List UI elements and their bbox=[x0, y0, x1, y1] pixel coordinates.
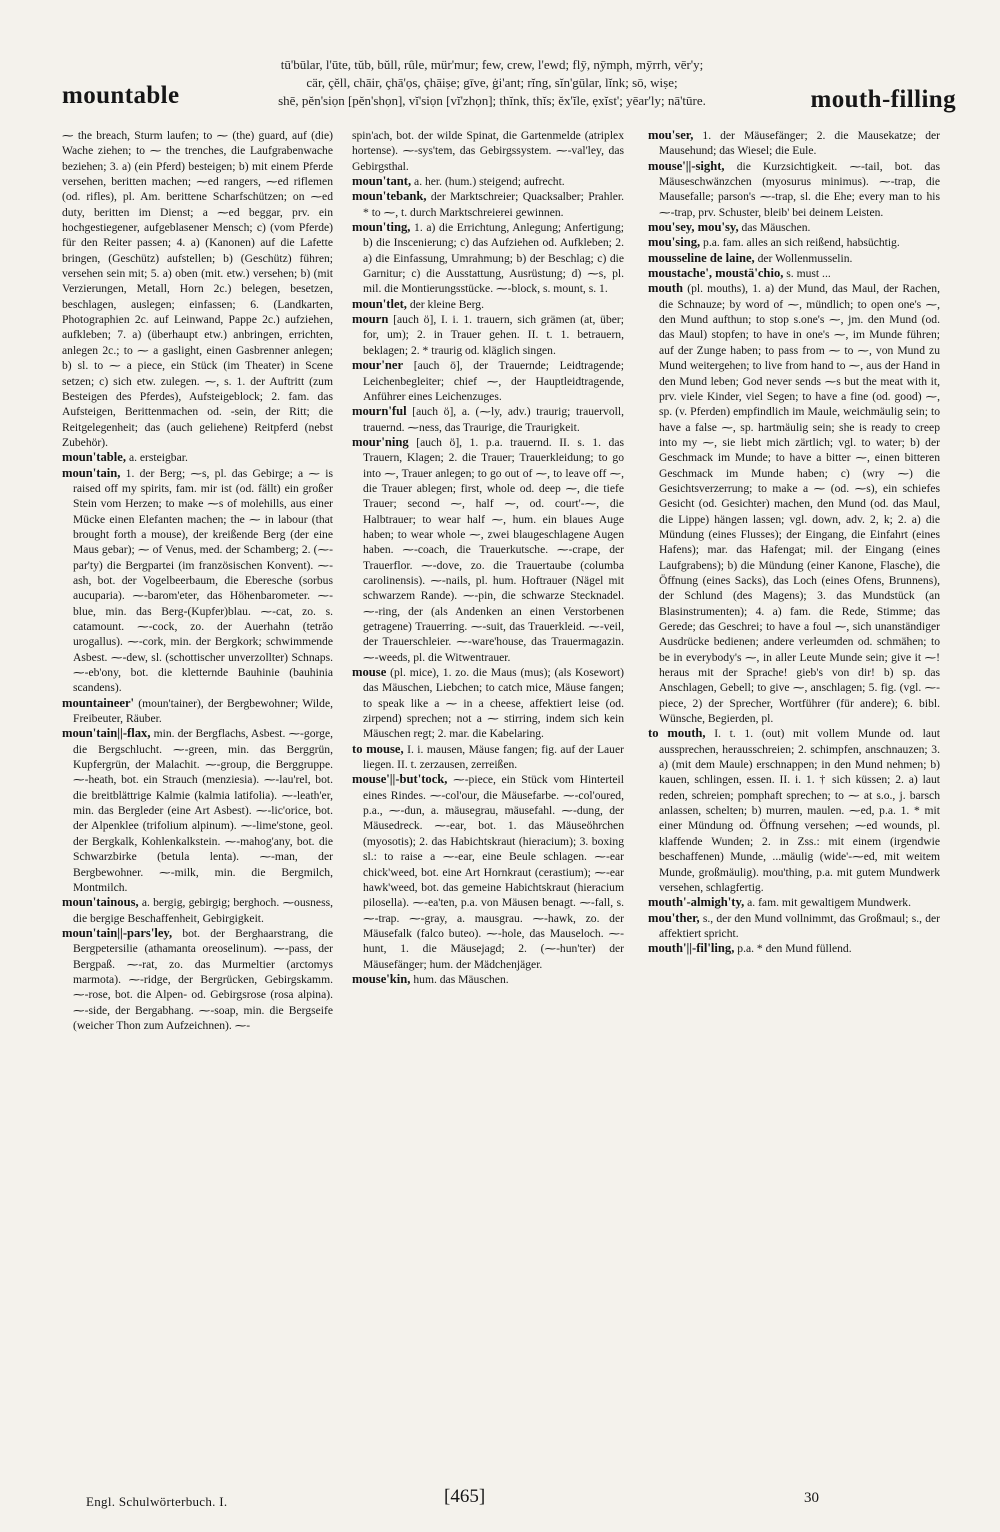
pronunciation-key bbox=[212, 56, 772, 110]
entry-text: ⁓-piece, ein Stück vom Hinterteil eines Rindes. ⁓-col'our, die Mäusefarbe. ⁓-col'oured, p.a., ⁓-dun, a. mäusegrau, mäusefahl. ⁓-dung, der Mäusedreck. ⁓-ear, bot. 1. das Mäuseöhrchen (myosotis); 2. das Habichtskraut (hieracium); 3. boxing sl.: to raise a ⁓-ear, eine Beule schlagen. ⁓-ear chick'weed, bot. eine Art Hornkraut (cerastium); ⁓-ear hawk'weed, bot. das gemeine Habichtskraut (hieracium pilosella). ⁓-ea'ten, p.a. von Mäusen benagt. ⁓-fall, s. ⁓-trap. ⁓-gray, a. mausgrau. ⁓-hawk, zo. der Mäusefalk (falco buteo). ⁓-hole, das Mauseloch. ⁓-hunt, 1. die Mäusejagd; 2. (⁓-hun'ter) der Mäusefänger; hum. der Mädchenjäger. bbox=[363, 773, 624, 971]
signature-mark: 30 bbox=[804, 1490, 819, 1506]
dictionary-entry bbox=[62, 726, 333, 895]
entry-text: a. ersteigbar. bbox=[128, 451, 188, 465]
dictionary-entry bbox=[648, 128, 940, 159]
dictionary-entry bbox=[352, 742, 624, 773]
entry-headword: mourn'ful bbox=[352, 404, 407, 419]
left-running-head: mountable bbox=[62, 82, 180, 109]
page-number: [465] bbox=[444, 1486, 486, 1507]
dictionary-entry bbox=[352, 404, 624, 435]
dictionary-entry bbox=[648, 726, 940, 895]
entry-headword: mouse'kin, bbox=[352, 971, 411, 986]
entry-text: der Wollenmusselin. bbox=[757, 251, 853, 265]
entry-headword: moun'tlet, bbox=[352, 296, 407, 311]
entry-text: [auch ö], der Trauernde; Leidtragende; Leichenbegleiter; chief ⁓, der Hauptleidtragende, Anführer eines Leichenzuges. bbox=[363, 359, 624, 403]
dictionary-entry bbox=[648, 281, 940, 726]
dictionary-entry bbox=[352, 772, 624, 971]
dictionary-entry bbox=[352, 174, 624, 189]
entry-text: s. must ... bbox=[786, 267, 831, 281]
dictionary-entry bbox=[648, 911, 940, 942]
dictionary-entry bbox=[648, 941, 940, 956]
dictionary-entry bbox=[62, 450, 333, 465]
entry-text: die Kurzsichtigkeit. ⁓-tail, bot. das Mäuseschwänzchen (myosurus minimus). ⁓-trap, die Mausefalle; parson's ⁓-trap, sl. die Ehe; every man to his ⁓-trap, prv. Schuster, bleib' bei deinem Leisten. bbox=[659, 159, 940, 219]
entry-text: a. bergig, gebirgig; berghoch. ⁓ousness, die bergige Beschaffenheit, Gebirgigkeit. bbox=[73, 896, 333, 925]
footer-book-title: Engl. Schulwörterbuch. I. bbox=[86, 1494, 228, 1509]
entry-text: bot. der Berghaarstrang, die Bergpetersilie (athamanta oreoselinum). ⁓-pass, der Bergpaß. ⁓-rat, zo. das Murmeltier (arctomys marmota). ⁓-ridge, der Bergrücken, Gebirgskamm. ⁓-rose, bot. die Alpen- od. Gebirgsrose (rosa alpina). ⁓-side, der Bergabhang. ⁓-soap, min. die Bergseife (weicher Thon zum Aufzeichnen). ⁓- bbox=[73, 926, 333, 1032]
entry-headword: mouth'||-fil'ling, bbox=[648, 941, 735, 956]
entry-text: [auch ö], I. i. 1. trauern, sich grämen (at, über; for, um); 2. in Trauer gehen. II. t. 1. betrauern, beklagen; 2. * traurig od. kläglich singen. bbox=[363, 313, 624, 357]
entry-headword: moun'tant, bbox=[352, 174, 412, 189]
entry-text: hum. das Mäuschen. bbox=[413, 972, 509, 986]
continued-entry bbox=[62, 128, 333, 450]
dictionary-entry bbox=[648, 159, 940, 220]
entry-headword: to mouth, bbox=[648, 726, 706, 741]
entry-text: I. i. mausen, Mäuse fangen; fig. auf der Lauer liegen. II. t. zerzausen, zerreißen. bbox=[363, 742, 624, 772]
dictionary-column-left bbox=[62, 128, 333, 1482]
entry-text: 1. a) die Errichtung, Anlegung; Anfertigung; b) die Inscenierung; c) das Aufziehen od. Aufkleben; 2. a) die Einfassung, Umrahmung; b) der Beschlag; c) die Garnitur; c) die Ausstattung, Ausrüstung; d) ⁓s, pl. mil. die Montierungsstücke. ⁓-block, s. mount, s. 1. bbox=[363, 221, 624, 296]
entry-text: spin'ach, bot. der wilde Spinat, die Gartenmelde (atriplex hortense). ⁓-sys'tem, das Gebirgssystem. ⁓-val'ley, das Gebirgsthal. bbox=[352, 129, 624, 173]
dictionary-entry bbox=[62, 926, 333, 1033]
entry-headword: mouse'||-sight, bbox=[648, 158, 725, 173]
entry-text: der Marktschreier; Quacksalber; Prahler. * to ⁓, t. durch Marktschreierei gewinnen. bbox=[363, 190, 624, 219]
dictionary-entry bbox=[648, 220, 940, 235]
right-running-head: mouth-filling bbox=[810, 86, 956, 113]
entry-headword: mourn bbox=[352, 312, 389, 327]
dictionary-column-right bbox=[648, 128, 940, 1482]
entry-text: p.a. * den Mund füllend. bbox=[737, 942, 852, 956]
dictionary-column-middle bbox=[352, 128, 624, 1482]
entry-headword: moun'table, bbox=[62, 450, 127, 465]
dictionary-entry bbox=[352, 297, 624, 312]
dictionary-entry bbox=[352, 665, 624, 742]
entry-text: der kleine Berg. bbox=[409, 297, 484, 311]
dictionary-entry bbox=[648, 266, 940, 281]
entry-headword: mour'ner bbox=[352, 358, 404, 373]
entry-text: s., der den Mund vollnimmt, das Großmaul; s., der affektiert spricht. bbox=[659, 911, 940, 940]
entry-text: p.a. fam. alles an sich reißend, habsüchtig. bbox=[703, 236, 900, 250]
entry-headword: mou'sey, mou'sy, bbox=[648, 220, 739, 235]
entry-text: I. t. 1. (out) mit vollem Munde od. laut aussprechen, herausschreien; 2. schimpfen, anschnauzen; 3. a) (mit dem Maule) erschnappen; in den Mund nehmen; b) kauen, schlingen, essen. II. i. 1. † sich küssen; 2. a) laut reden, schreien; pomphaft sprechen; to ⁓ at s.o., j. barsch anlassen, schelten; b) murren, maulen. ⁓ed, p.a. 1. * mit einer Mündung od. Öffnung versehen; ⁓ed wounds, pl. klaffende Wunden; 2. in Zss.: mit einem (irgendwie beschaffenen) Munde, ...mäulig (wide'-⁓ed, mit weitem Munde, großmäulig). mou'thing, p.a. mit gutem Mundwerk versehen, schlagfertig. bbox=[659, 727, 940, 894]
entry-text: [auch ö], 1. p.a. trauernd. II. s. 1. das Trauern, Klagen; 2. die Trauer; Trauerkleidung; to go into ⁓, Trauer anlegen; to go out of ⁓, to leave off ⁓, die Trauer ablegen; first, whole od. deep ⁓, die tiefe Trauer; second ⁓, half ⁓, od. court'-⁓, die Halbtrauer; to wear half ⁓, hum. ein blaues Auge haben; to wear whole ⁓, zwei blaugeschlagene Augen haben. ⁓-coach, die Trauerkutsche. ⁓-crape, der Trauerflor. ⁓-dove, zo. die Trauertaube (columba carolinensis). ⁓-nails, pl. hum. Hoftrauer (Nägel mit schwarzem Rande). ⁓-pin, die schwarze Stecknadel. ⁓-ring, der (als Andenken an einen Verstorbenen getragene) Trauerring. ⁓-suit, das Trauerkleid. ⁓-veil, der Trauerschleier. ⁓-ware'house, das Trauermagazin. ⁓-weeds, pl. die Witwentrauer. bbox=[363, 435, 624, 664]
entry-headword: mou'sing, bbox=[648, 235, 701, 250]
dictionary-entry bbox=[352, 312, 624, 358]
entry-headword: mouth bbox=[648, 281, 683, 296]
entry-text: 1. der Mäusefänger; 2. die Mausekatze; der Mausehund; das Wiesel; die Eule. bbox=[659, 129, 940, 158]
entry-text: min. der Bergflachs, Asbest. ⁓-gorge, die Bergschlucht. ⁓-green, min. das Berggrün, Kupfergrün, der Malachit. ⁓-group, die Berggruppe. ⁓-heath, bot. ein Strauch (menziesia). ⁓-lau'rel, bot. die breitblättrige Kalmie (kalmia latifolia). ⁓-leath'er, min. das Bergleder (eine Art Asbest). ⁓-lic'orice, bot. der Alpenklee (trifolium alpinum). ⁓-lime'stone, geol. der Bergkalk, Kohlenkalkstein. ⁓-mahog'any, bot. die Schwarzbirke (betula lenta). ⁓-man, der Bergbewohner. ⁓-milk, min. die Bergmilch, Montmilch. bbox=[73, 727, 333, 894]
dictionary-entry bbox=[648, 895, 940, 910]
pronunciation-key-line: tū'būlar, l'ūte, tŭb, bŭll, rûle, mür'mur; few, crew, l'ewd; flȳ, nȳmph, mȳrrh, vēr'y; bbox=[280, 57, 704, 72]
entry-text: 1. der Berg; ⁓s, pl. das Gebirge; a ⁓ is raised off my spirits, fam. mir ist (od. fällt) ein großer Stein vom Herzen; to make ⁓s of molehills, aus einer Mücke einen Elefanten machen; the ⁓ in labour (that brought forth a mouse), der kreißende Berg (der eine Maus gebar); ⁓ of Venus, med. der Schamberg; 2. (⁓-par'ty) die Bergpartei (im französischen Konvent). ⁓-ash, bot. der Vogelbeerbaum, die Eberesche (sorbus aucuparia). ⁓-barom'eter, das Höhenbarometer. ⁓-blue, min. das Berg-(Kupfer)blau. ⁓-cat, zo. s. catamount. ⁓-cock, zo. der Auerhahn (tetrăo urogallus). ⁓-cork, min. der Bergkork; schwimmende Asbest. ⁓-dew, sl. (schottischer unverzollter) Schnaps. ⁓-eb'ony, bot. die kletternde Bauhinie (bauhinia scandens). bbox=[73, 466, 333, 695]
entry-text: [auch ö], a. (⁓ly, adv.) traurig; trauervoll, trauernd. ⁓ness, das Traurige, die Traurigkeit. bbox=[363, 405, 624, 434]
dictionary-entry bbox=[352, 220, 624, 297]
dictionary-entry bbox=[352, 189, 624, 220]
dictionary-entry bbox=[352, 435, 624, 665]
dictionary-entry bbox=[352, 358, 624, 404]
entry-text: (pl. mouths), 1. a) der Mund, das Maul, der Rachen, die Schnauze; by word of ⁓, mündlich; to open one's ⁓, den Mund aufthun; to stop s.one's ⁓, jm. den Mund (od. das Maul) stopfen; to have in one's ⁓, im Munde führen; auf der Zunge haben; to pass from ⁓ to ⁓, von Mund zu Mund weitergehen; to live from hand to ⁓, aus der Hand in den Mund leben; God never sends ⁓s but the meat with it, prv. viele Kinder, viel Segen; to have a fine (od. good) ⁓, sp. (v. Pferden) empfindlich im Maule, weichmäulig sein; to have a false ⁓, sp. hartmäulig sein; she is ready to creep into my ⁓, sie liebt mich zärtlich; vgl. to water; b) der Geschmack im Munde; to have a bitter ⁓, einen bitteren Geschmack im Munde haben; c) (wry ⁓) die Gesichtsverzerrung; to make a ⁓ (od. ⁓s), ein schiefes Gesicht (od. Gesichter) machen, den Mund (od. das Maul, die Lippe) hängen lassen; vgl. down, adv. 2, k; 2. a) die Mündung (eines Flusses); der Eingang, die Einfahrt (eines Hafens); mar. das Hafengat; mil. der Eingang (eines Laufgrabens); b) die Mündung (einer Kanone, Flasche), die Öffnung (eines Sacks), das Loch (eines Ofens, Brunnens), der Schlund (des Magens); 3. das Mundstück (an Blasinstrumenten); 4. a) fam. die Rede, Stimme; das Gerede; das Geschrei; to have a foul ⁓, sich unanständiger Ausdrücke bedienen; andere verleumden od. schmähen; to be in everybody's ⁓, in aller Leute Munde sein; give it ⁓! heraus mit der Sprache! gieb's von dir! b) sp. das Anschlagen, Gebell; to give ⁓, anschlagen; 5. fig. (vgl. ⁓-piece, 2) der Sprecher, Wortführer (für andere); 6. bibl. Wünsche, Begierden, pl. bbox=[659, 282, 940, 726]
dictionary-entry bbox=[62, 696, 333, 727]
dictionary-entry bbox=[62, 895, 333, 926]
entry-text: a. fam. mit gewaltigem Mundwerk. bbox=[747, 896, 912, 910]
continued-entry bbox=[352, 128, 624, 174]
entry-headword: mou'ser, bbox=[648, 128, 694, 142]
entry-headword: moun'ting, bbox=[352, 220, 411, 235]
dictionary-entry bbox=[62, 466, 333, 696]
pronunciation-key-line: cär, çĕll, chāir, çhā'ọs, çhāiṣe; gīve, ġi'ant; rĭng, sĭn'gūlar, lĭnk; sō, wiṣe; bbox=[306, 75, 678, 90]
entry-headword: moun'tainous, bbox=[62, 895, 139, 910]
entry-headword: moun'tain||-flax, bbox=[62, 726, 151, 741]
entry-text: (moun'tainer), der Bergbewohner; Wilde, Freibeuter, Räuber. bbox=[73, 696, 333, 726]
entry-headword: moustache', moustä'chio, bbox=[648, 266, 784, 281]
entry-headword: moun'tebank, bbox=[352, 189, 427, 204]
entry-text: ⁓ the breach, Sturm laufen; to ⁓ (the) guard, auf (die) Wache ziehen; to ⁓ the trenches, die Laufgrabenwache beziehen; 3. a) (ein Pferd) besteigen; b) mit einem Pferde versehen, beritten machen; ⁓ed rangers, ⁓ed riflemen (od. rifles), pl. Am. berittene Scharfschützen; on ⁓ed duty, beritten im Dienst; a ⁓ed beggar, prv. ein hochgestiegener, aufgeblasener Mensch; c) (vom Pferde) für den Reiter passen; 4. a) (Kanonen) auf die Lafette bringen, (Geschütz) aufstellen; b) (Geschütz) führen; versehen sein mit; 5. a) oben (mit. etw.) versehen; b) (mit Verzierungen, Metall, Horn 2c.) belegen, besetzen, beschlagen, auslegen; einfassen; 6. (Landkarten, Photographien 2c. auf Leinwand, Pappe 2c.) aufziehen, aufkleben; 7. a) (überhaupt etw.) anbringen, errichten, anlegen 2c.; to ⁓ a gaslight, einen Gasbrenner anlegen; b) sl. to ⁓ a piece, ein Stück (im Theater) in Scene setzen; c) sich etw. zulegen. ⁓, s. 1. der Auftritt (zum Besteigen des Pferdes), Aufsteigeblock; 2. fam. das Aufsteigen, Berittenmachen od. -sein, der Ritt; die Reitgelegenheit; das (auch geliehene) Reitpferd (nebst Zubehör). bbox=[62, 129, 333, 449]
entry-headword: to mouse, bbox=[352, 741, 404, 756]
dictionary-entry bbox=[648, 235, 940, 250]
pronunciation-key-line: shē, pĕn'siọn [pĕn'shọn], vĭ'siọn [vĭ'zhọn]; thĭnk, thĭs; ĕx'ĭle, ẹxĭst'; yēar'ly; nā'tūre. bbox=[278, 93, 706, 108]
entry-text: a. her. (hum.) steigend; aufrecht. bbox=[414, 175, 565, 189]
entry-headword: moun'tain||-pars'ley, bbox=[62, 925, 173, 940]
entry-headword: mouse bbox=[352, 665, 387, 680]
entry-headword: mouse'||-but'tock, bbox=[352, 772, 448, 787]
entry-headword: mountaineer' bbox=[62, 695, 135, 710]
entry-text: das Mäuschen. bbox=[741, 221, 811, 235]
dictionary-entry bbox=[648, 251, 940, 266]
entry-text: (pl. mice), 1. zo. die Maus (mus); (als Kosewort) das Mäuschen, Liebchen; to catch mice, Mäuse fangen; to speak like a ⁓ in a cheese, affektiert leise (od. zirpend) sprechen; not a ⁓ stirring, indem sich kein Mäuschen regt; 2. mar. die Kabelaring. bbox=[363, 666, 624, 741]
entry-headword: mou'ther, bbox=[648, 910, 700, 925]
entry-headword: mouth'-almigh'ty, bbox=[648, 895, 745, 910]
entry-headword: mour'ning bbox=[352, 434, 409, 449]
entry-headword: moun'tain, bbox=[62, 465, 121, 480]
entry-headword: mousseline de laine, bbox=[648, 250, 755, 265]
dictionary-entry bbox=[352, 972, 624, 987]
